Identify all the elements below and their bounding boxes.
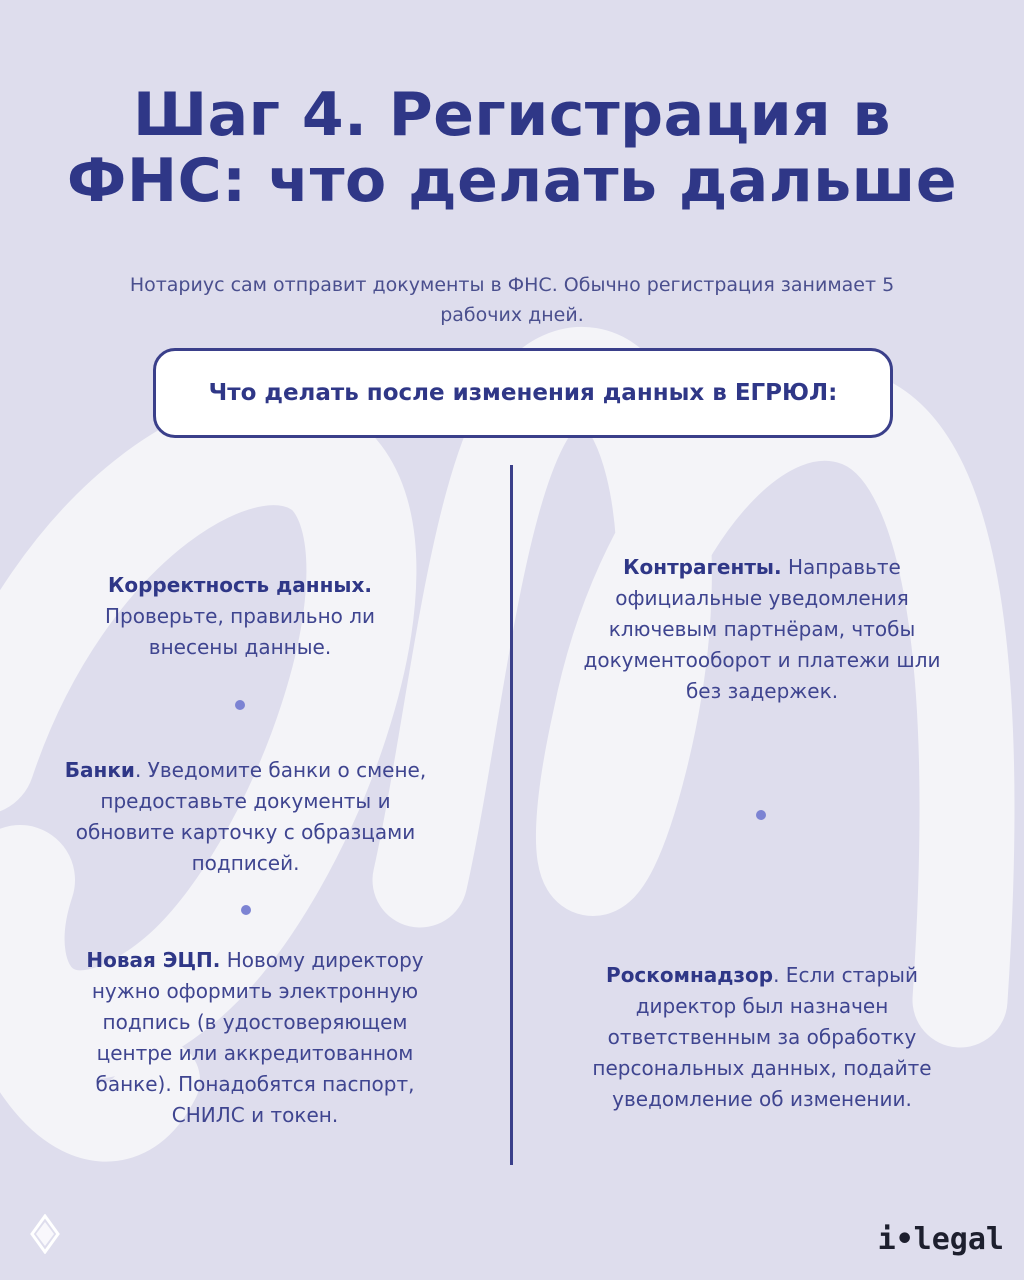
item-counterparties: [572, 552, 952, 707]
item-text: Проверьте, правильно ли внесены данные.: [104, 604, 376, 659]
diamond-logo-icon: [28, 1214, 62, 1254]
item-roskomnadzor: [577, 960, 947, 1115]
item-text: Направьте официальные уведомления ключевым партнёрам, чтобы документооборот и платежи шли без задержек.: [583, 555, 941, 703]
bullet-dot: [235, 700, 245, 710]
item-heading: Контрагенты.: [623, 555, 782, 579]
page-title: Шаг 4. Регистрация в ФНС: что делать дальше: [66, 80, 958, 216]
bullet-dot: [241, 905, 251, 915]
item-data-check: [90, 570, 390, 663]
item-text: . Если старый директор был назначен ответственным за обработку персональных данных, подайте уведомление об изменении.: [592, 963, 932, 1111]
bullet-dot: [756, 810, 766, 820]
subtitle: Нотариус сам отправит документы в ФНС. Обычно регистрация занимает 5 рабочих дней.: [129, 274, 895, 326]
item-heading: Роскомнадзор: [606, 963, 774, 987]
item-heading: Новая ЭЦП.: [86, 948, 221, 972]
section-heading: Что делать после изменения данных в ЕГРЮЛ:: [208, 380, 838, 406]
item-heading: Корректность данных.: [108, 573, 372, 597]
item-text: Новому директору нужно оформить электронную подпись (в удостоверяющем центре или аккредитованном банке). Понадобятся паспорт, СНИЛС и токен.: [91, 948, 424, 1127]
brand-logo: i•legal: [877, 1222, 1004, 1257]
item-heading: Банки: [64, 758, 135, 782]
section-heading-card: [153, 348, 893, 438]
column-divider: [510, 465, 513, 1165]
item-text: . Уведомите банки о смене, предоставьте документы и обновите карточку с образцами подписей.: [75, 758, 427, 875]
item-new-signature: [70, 945, 440, 1131]
item-banks: [58, 755, 433, 879]
